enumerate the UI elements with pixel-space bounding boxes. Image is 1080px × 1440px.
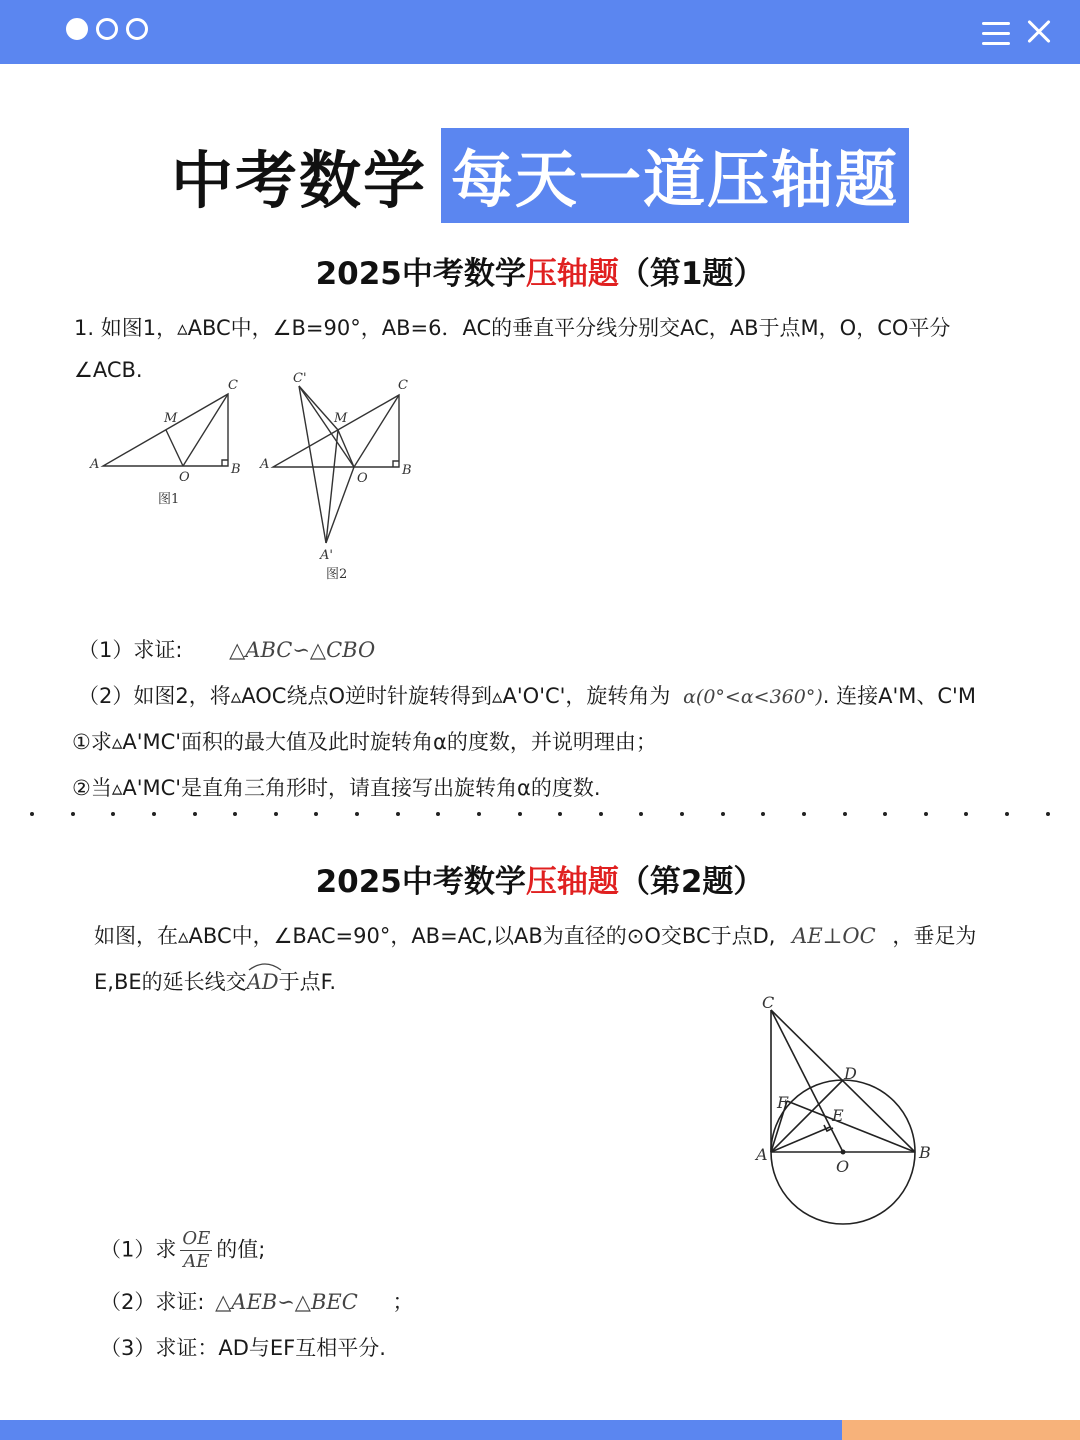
- q2-fig-label-b: B: [919, 1143, 931, 1162]
- q2-fig-label-e: E: [832, 1106, 844, 1125]
- q2-stem-arc: [247, 968, 279, 994]
- q1-part2: [78, 680, 976, 710]
- q2-part1-fraction: [180, 1228, 212, 1273]
- q2-heading-highlight: 压轴题: [525, 864, 619, 900]
- q2-part1: [100, 1228, 265, 1273]
- q2-heading-prefix: 2025中考数学: [315, 864, 526, 900]
- q2-fraction-numerator: OE: [182, 1228, 211, 1249]
- dot-filled-icon[interactable]: [66, 18, 88, 40]
- q2-part1-tail: 的值;: [216, 1237, 266, 1262]
- hero-title-right: 每天一道压轴题: [441, 128, 909, 223]
- q2-fig-label-d: D: [844, 1064, 857, 1083]
- fig1-label-a: A: [90, 457, 100, 472]
- q2-part2-label: （2）求证:: [100, 1290, 205, 1314]
- q1-stem-line1: 1. 如图1，▵ABC中，∠B=90°，AB=6．AC的垂直平分线分别交AC，AB于点M，O，CO平分: [74, 316, 951, 340]
- bottom-bar-blue: [0, 1420, 842, 1440]
- q2-fig-label-f: F: [777, 1093, 789, 1112]
- fig2-label-o: O: [357, 471, 368, 486]
- window-dots: [66, 18, 148, 40]
- q2-stem-math1: AE⊥OC: [792, 924, 876, 948]
- q2-part2-tail: ；: [392, 1290, 414, 1314]
- bottom-bar-orange: [842, 1420, 1080, 1440]
- dotted-divider: [30, 812, 1050, 816]
- q1-part1-label: （1）求证:: [78, 638, 183, 662]
- q1-figure-1: [86, 372, 246, 512]
- q2-heading: [0, 856, 1080, 901]
- q1-part2-math: α(0°<α<360°): [683, 686, 823, 708]
- q1-heading-highlight: 压轴题: [525, 256, 619, 292]
- top-bar: [0, 0, 1080, 64]
- q2-fig-label-c: C: [762, 993, 775, 1012]
- q2-part2-math: △AEB∽△BEC: [215, 1290, 358, 1314]
- menu-icon[interactable]: [982, 22, 1010, 46]
- q2-stem-part2: ，垂足为: [892, 924, 977, 948]
- q1-part2-text: （2）如图2，将▵AOC绕点O逆时针旋转得到▵A'O'C'，旋转角为: [78, 684, 671, 708]
- fig2-label-b: B: [402, 463, 412, 478]
- fig2-label-a: A: [260, 457, 270, 472]
- q2-fig-label-o: O: [836, 1157, 850, 1176]
- q1-part2-tail: . 连接A'M、C'M: [822, 684, 976, 708]
- q2-stem-line2-a: E,BE的延长线交: [94, 970, 247, 994]
- bottom-bar: [0, 1420, 1080, 1440]
- q1-figure-2: [256, 370, 426, 585]
- q1-heading-prefix: 2025中考数学: [315, 256, 526, 292]
- q1-sub2: ②当▵A'MC'是直角三角形时，请直接写出旋转角α的度数.: [72, 776, 601, 800]
- q2-stem-line2-b: 于点F.: [278, 970, 337, 994]
- q1-sub1: ①求▵A'MC'面积的最大值及此时旋转角α的度数，并说明理由；: [72, 730, 657, 754]
- fig1-label-c: C: [228, 378, 238, 393]
- fig2-caption: 图2: [326, 567, 348, 582]
- fig2-label-c-prime: C': [293, 371, 307, 386]
- fig1-caption: 图1: [158, 492, 180, 507]
- fig1-label-b: B: [231, 462, 241, 477]
- hero-title: [0, 128, 1080, 223]
- q2-part3: （3）求证：AD与EF互相平分.: [100, 1336, 386, 1360]
- q1-part1-math: △ABC∽△CBO: [229, 638, 376, 662]
- q2-stem-line1: [94, 920, 976, 950]
- q2-part2: [100, 1286, 413, 1316]
- fig1-label-o: O: [179, 470, 190, 485]
- dot-outline-icon[interactable]: [126, 18, 148, 40]
- q2-part1-label: （1）求: [100, 1237, 177, 1262]
- fig2-label-a-prime: A': [320, 548, 333, 563]
- close-icon[interactable]: [1026, 18, 1054, 46]
- q1-heading-suffix: （第1题）: [618, 256, 765, 292]
- hero-title-left: 中考数学: [170, 144, 427, 217]
- q2-fig-label-a: A: [756, 1145, 768, 1164]
- q2-stem-line2: [94, 966, 336, 996]
- q2-stem-part1: 如图，在▵ABC中，∠BAC=90°，AB=AC,以AB为直径的⊙O交BC于点D,: [94, 924, 776, 948]
- q1-stem-line2: ∠ACB.: [74, 358, 143, 382]
- fig2-label-c: C: [398, 378, 408, 393]
- fig2-label-m: M: [334, 411, 348, 426]
- q2-fraction-denominator: AE: [183, 1251, 210, 1272]
- fig1-label-m: M: [164, 411, 178, 426]
- dot-outline-icon[interactable]: [96, 18, 118, 40]
- q2-heading-suffix: （第2题）: [618, 864, 765, 900]
- q2-figure: [750, 990, 950, 1230]
- q1-heading: [0, 248, 1080, 293]
- q1-part1: [78, 634, 375, 664]
- q2-stem-arc-text: AD: [246, 970, 279, 994]
